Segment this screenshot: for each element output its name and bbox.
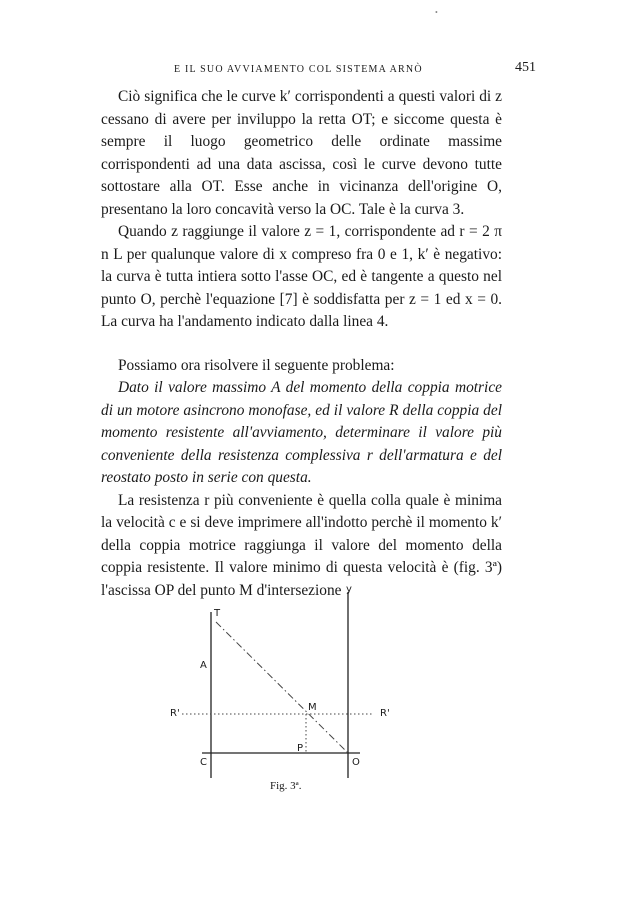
label-r-left: R' [170,708,180,719]
figure-diagram [150,572,450,808]
scan-speck: • [435,8,438,17]
label-p: P [297,743,304,754]
paragraph-1: Ciò significa che le curve k′ corrispondenti a questi valori di z cessano di avere per inviluppo la retta OT; e siccome questa è sempre il luogo geometrico delle ordinate massime corrispondenti ad una data ascissa, così le curve devono tutte sottostare alla OT. Esse anche in vicinanza dell'origine O, presentano la loro concavità verso la OC. Tale è la curva 3. [101,88,502,218]
label-o: O [352,757,360,768]
paragraph-gap [101,334,502,355]
running-title: E IL SUO AVVIAMENTO COL SISTEMA ARNÒ [174,64,423,75]
paragraph-3: Possiamo ora risolvere il seguente problema: [118,356,395,374]
line-ot [216,622,348,753]
label-y: y [346,584,352,595]
page-header [102,60,536,82]
problem-statement: Dato il valore massimo A del momento della coppia motrice di un motore asincrono monofase, ed il valore R della coppia del momento resistente all'avviamento, determinare il valore più conveniente della resistenza complessiva r dell'armatura e del reostato posto in serie con questa. [101,379,502,486]
paragraph-2: Quando z raggiunge il valore z = 1, corrispondente ad r = 2 π n L per qualunque valore di x compreso fra 0 e 1, k′ è negativo: la curva è tutta intiera sotto l'asse OC, ed è tangente a questo nel punto O, perchè l'equazione [7] è soddisfatta per z = 1 ed x = 0. La curva ha l'andamento indicato dalla linea 4. [101,223,502,330]
label-r-right: R' [380,708,390,719]
label-c: C [200,757,207,768]
page-number: 451 [515,60,536,75]
paragraph-5: La resistenza r più conveniente è quella colla quale è minima la velocità c e si deve imprimere all'indotto perchè il momento k′ della coppia motrice raggiunga il valore del momento della coppia resistente. Il valore minimo di questa velocità è (fig. 3ª) l'ascissa OP del punto M d'intersezione [101,491,502,599]
label-a: A [200,660,207,671]
label-t: T [214,608,221,619]
label-m: M [308,702,317,713]
figure-caption: Fig. 3ª. [270,780,302,792]
figure-3a [150,572,450,808]
body-text [101,86,502,602]
